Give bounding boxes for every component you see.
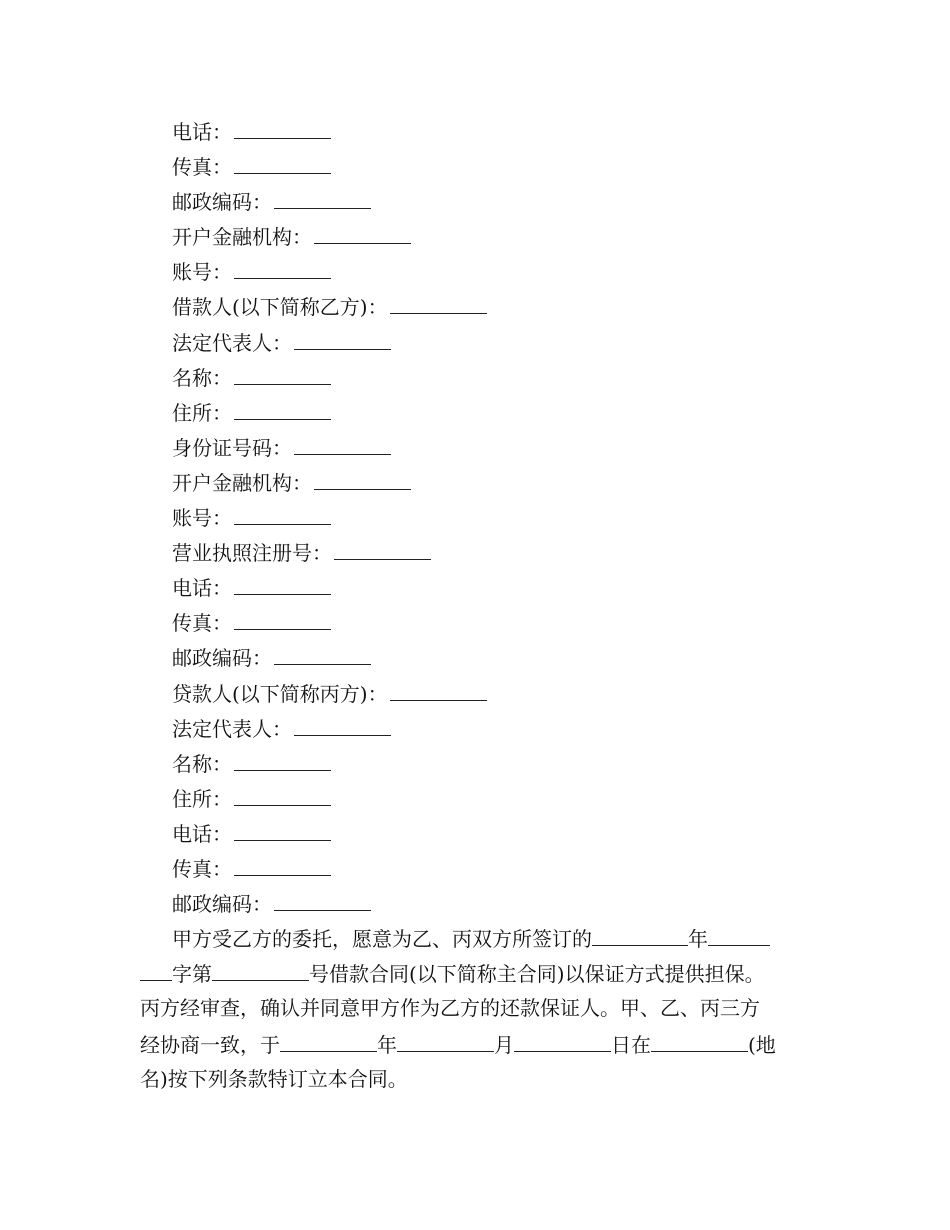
field-blank [234,114,331,139]
paragraph-text: 甲方受乙方的委托，愿意为乙、丙双方所签订的 [172,927,592,951]
paragraph-blank [212,956,309,981]
paragraph-text: 字第 [172,962,212,987]
field-blank [234,570,331,595]
field-business-license [172,535,812,570]
field-label: 住所： [172,400,232,425]
field-lender [172,676,812,711]
field-label: 账号： [172,506,232,531]
paragraph-line [140,956,812,991]
field-label: 传真： [172,611,232,636]
paragraph-blank [514,1027,611,1052]
field-label: 传真： [172,155,232,180]
field-label: 法定代表人： [172,330,292,355]
field-bank [172,465,812,500]
field-blank [274,886,371,911]
field-label: 营业执照注册号： [172,541,332,566]
field-label: 邮政编码： [172,892,272,917]
field-label: 住所： [172,786,232,811]
paragraph-blank [708,921,770,946]
field-label: 开户金融机构： [172,225,312,250]
paragraph-line [140,921,812,956]
field-blank [234,816,331,841]
field-blank [274,640,371,665]
field-label: 名称： [172,365,232,390]
field-label: 名称： [172,751,232,776]
paragraph-blank [592,921,688,946]
field-legal-rep [172,325,812,360]
field-blank [234,149,331,174]
paragraph-blank [651,1027,748,1052]
field-phone [172,816,812,851]
paragraph-text: 日在 [611,1032,651,1057]
field-fax [172,851,812,886]
field-label: 传真： [172,856,232,881]
field-phone [172,114,812,149]
field-blank [234,395,331,420]
field-account [172,254,812,289]
field-label: 借款人(以下简称乙方)： [172,295,388,320]
field-blank [314,465,411,490]
field-phone [172,570,812,605]
field-postcode [172,886,812,921]
paragraph-line [140,991,812,1026]
field-blank [314,219,411,244]
paragraph-text: 年 [688,927,708,951]
paragraph-blank [140,956,172,981]
field-blank [234,360,331,385]
field-fax [172,149,812,184]
field-address [172,395,812,430]
paragraph-text: 号借款合同(以下简称主合同)以保证方式提供担保。 [309,962,765,987]
paragraph-text: 经协商一致，于 [140,1032,280,1057]
field-name [172,360,812,395]
field-blank [234,605,331,630]
field-blank [390,289,487,314]
field-label: 开户金融机构： [172,470,312,495]
paragraph-text: (地 [748,1032,776,1057]
field-legal-rep [172,711,812,746]
field-borrower [172,289,812,324]
field-postcode [172,184,812,219]
paragraph-text: 年 [377,1032,397,1057]
field-fax [172,605,812,640]
field-blank [234,781,331,806]
field-label: 邮政编码： [172,646,272,671]
field-label: 法定代表人： [172,716,292,741]
field-name [172,746,812,781]
field-blank [274,184,371,209]
paragraph-text: 名)按下列条款特订立本合同。 [140,1066,408,1091]
field-label: 电话： [172,120,232,144]
paragraph-line [140,1027,812,1062]
field-blank [234,851,331,876]
field-blank [234,254,331,279]
paragraph-text: 丙方经审查，确认并同意甲方作为乙方的还款保证人。甲、乙、丙三方 [140,996,760,1021]
field-label: 账号： [172,260,232,285]
field-blank [234,500,331,525]
field-blank [334,535,431,560]
field-label: 贷款人(以下简称丙方)： [172,681,388,706]
field-address [172,781,812,816]
field-blank [234,746,331,771]
field-blank [294,325,391,350]
contract-intro-paragraph [140,921,812,1097]
paragraph-blank [397,1027,494,1052]
paragraph-text: 月 [494,1032,514,1057]
field-blank [390,676,487,701]
paragraph-blank [280,1027,377,1052]
field-bank [172,219,812,254]
field-account [172,500,812,535]
field-blank [294,430,391,455]
field-label: 电话： [172,821,232,846]
party-info-list [172,114,812,921]
paragraph-line [140,1062,812,1097]
field-label: 邮政编码： [172,190,272,215]
field-label: 电话： [172,576,232,601]
field-blank [294,711,391,736]
field-id-number [172,430,812,465]
field-postcode [172,640,812,675]
field-label: 身份证号码： [172,435,292,460]
